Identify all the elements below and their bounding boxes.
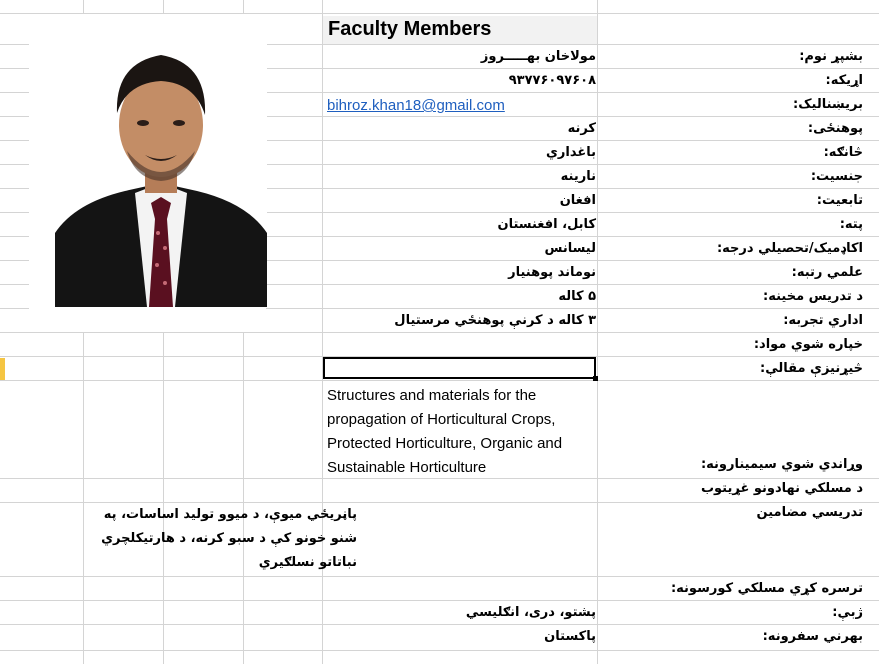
academic-rank-label: علمي رتبه: [791,265,863,280]
seminar-line: Protected Horticulture, Organic and [327,435,563,452]
teaching-line: شنو خونو کې د سبو کرنه، د هارتیکلچري [101,531,357,546]
languages-value[interactable]: پشتو، دری، انګلیسي [465,605,596,620]
travel-value[interactable]: پاکستان [544,629,596,644]
teaching-line: نباتاتو نسلګیري [258,555,357,570]
address-label: پته: [839,217,863,232]
degree-label: اکاډمیک/تحصیلي درجه: [716,241,863,256]
teaching-history-value[interactable]: ۵ کاله [558,289,596,304]
languages-label: ژبې: [832,605,863,620]
nationality-value[interactable]: افغان [559,193,596,208]
admin-experience-value[interactable]: ۳ کاله د کرنې پوهنځي مرستیال [394,313,596,328]
teaching-subjects-label: تدریسي مضامین [756,505,863,520]
research-articles-label: څیړنیزې مقالې: [760,361,863,376]
row-divider [0,576,879,577]
row-divider [0,624,879,625]
row-divider [0,600,879,601]
profile-photo [55,43,267,307]
teaching-line: پاڼریځي میوې، د میوو تولید اساسات، په [103,507,357,522]
faculty-label: پوهنځی: [807,121,863,136]
seminars-text[interactable] [327,384,595,480]
page-title: Faculty Members [328,18,492,40]
seminar-line: Structures and materials for the [327,387,537,404]
travel-label: بهرني سفرونه: [762,629,863,644]
department-label: څانګه: [823,145,863,160]
teaching-subjects-text[interactable] [67,503,357,575]
email-link[interactable]: bihroz.khan18@gmail.com [327,97,505,114]
full-name-value[interactable]: مولاخان بهـــــروز [480,49,596,64]
publications-label: خپاره شوي مواد: [753,337,863,352]
address-value[interactable]: کابل، افغنستان [497,217,596,232]
row-divider [0,332,879,333]
seminars-label: وړاندي شوي سیمینارونه: [700,457,863,472]
nationality-label: تابعیت: [816,193,863,208]
admin-experience-label: اداري تجربه: [783,313,863,328]
row-divider [0,650,879,651]
contact-label: اړیکه: [825,73,863,88]
department-value[interactable]: باغداري [545,145,596,160]
fill-handle[interactable] [593,376,598,381]
faculty-value[interactable]: کرنه [567,121,596,136]
seminar-line: Sustainable Horticulture [327,459,487,476]
seminar-line: propagation of Horticultural Crops, [327,411,556,428]
academic-rank-value[interactable]: نوماند پوهنیار [508,265,596,280]
active-row-indicator [0,358,5,380]
row-divider [0,380,879,381]
gender-label: جنسیت: [810,169,863,184]
courses-label: ترسره کړي مسلکي کورسونه: [670,581,863,596]
degree-value[interactable]: لیسانس [544,241,596,256]
full-name-label: بشپړ نوم: [799,49,863,64]
teaching-history-label: د تدریس مخینه: [763,289,863,304]
gender-value[interactable]: نارینه [560,169,596,184]
email-label: بریښنالیک: [793,97,863,112]
selected-cell[interactable] [323,357,596,379]
contact-value[interactable]: ۹۳۷۷۶۰۹۷۶۰۸ [508,73,596,88]
memberships-label: د مسلکي نهادونو غړیتوب [700,481,863,496]
